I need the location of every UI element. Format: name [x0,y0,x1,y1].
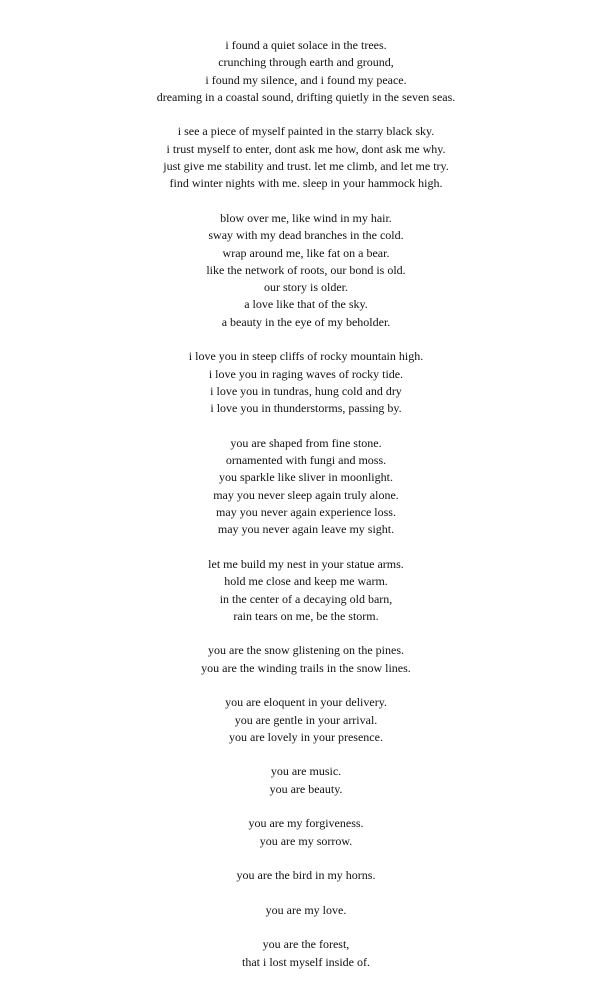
poem-line: our story is older. [264,280,348,295]
stanza [0,936,612,971]
poem-line: find winter nights with me. sleep in your hammock high. [169,176,443,191]
poem-line: may you never sleep again truly alone. [213,487,399,502]
poem-line: that i lost myself inside of. [242,954,370,969]
poem-line: i found a quiet solace in the trees. [225,38,387,52]
poem-line: like the network of roots, our bond is old. [206,262,406,277]
poem-line: i love you in steep cliffs of rocky mountain high. [188,349,424,364]
poem-line: you are my sorrow. [259,833,353,848]
poem-line: i love you in thunderstorms, passing by. [210,401,402,416]
stanza [0,37,612,106]
poem-line: a love like that of the sky. [244,297,368,312]
poem-line: dreaming in a coastal sound, drifting quietly in the seven seas. [156,89,456,104]
poem-line: i trust myself to enter, dont ask me how, dont ask me why. [166,141,446,156]
poem-line: ornamented with fungi and moss. [225,453,387,468]
poem-line: you are the snow glistening on the pines. [208,643,404,658]
poem-line: in the center of a decaying old barn, [219,591,393,606]
poem-line: you are the bird in my horns. [236,868,376,883]
stanza [0,435,612,539]
poem-line: you are my love. [265,902,347,917]
stanza [0,902,612,919]
poem-line: let me build my nest in your statue arms. [208,556,404,571]
poem-line: i love you in tundras, hung cold and dry [210,383,402,398]
poem-line: you are the winding trails in the snow lines. [201,660,411,675]
stanza [0,348,612,417]
poem-line: you are my forgiveness. [248,816,364,831]
poem-line: just give me stability and trust. let me climb, and let me try. [163,159,449,174]
stanza [0,763,612,798]
poem-line: i love you in raging waves of rocky tide. [208,366,404,381]
poem-line: i see a piece of myself painted in the starry black sky. [177,124,435,139]
poem-line: crunching through earth and ground, [218,55,394,70]
poem-line: sway with my dead branches in the cold. [208,228,404,243]
stanza [0,642,612,677]
poem-line: you are beauty. [269,781,343,796]
poem-line: you are lovely in your presence. [229,729,383,744]
stanza [0,556,612,625]
poem-line: i found my silence, and i found my peace. [205,72,407,87]
poem-line: you are shaped from fine stone. [230,435,382,450]
poem [0,37,612,988]
poem-line: may you never again leave my sight. [217,522,395,537]
poem-line: blow over me, like wind in my hair. [220,210,392,225]
poem-line: you are the forest, [262,937,350,952]
stanza [0,694,612,746]
poem-line: you are gentle in your arrival. [234,712,378,727]
stanza [0,867,612,884]
poem-line: you are eloquent in your delivery. [225,695,387,710]
stanza [0,210,612,331]
stanza [0,815,612,850]
poem-line: may you never again experience loss. [216,505,396,520]
stanza [0,123,612,192]
poem-line: wrap around me, like fat on a bear. [222,245,390,260]
poem-line: you sparkle like sliver in moonlight. [219,470,393,485]
poem-line: a beauty in the eye of my beholder. [221,314,391,329]
poem-line: hold me close and keep me warm. [224,574,388,589]
poem-line: rain tears on me, be the storm. [233,608,379,623]
poem-line: you are music. [270,764,342,779]
